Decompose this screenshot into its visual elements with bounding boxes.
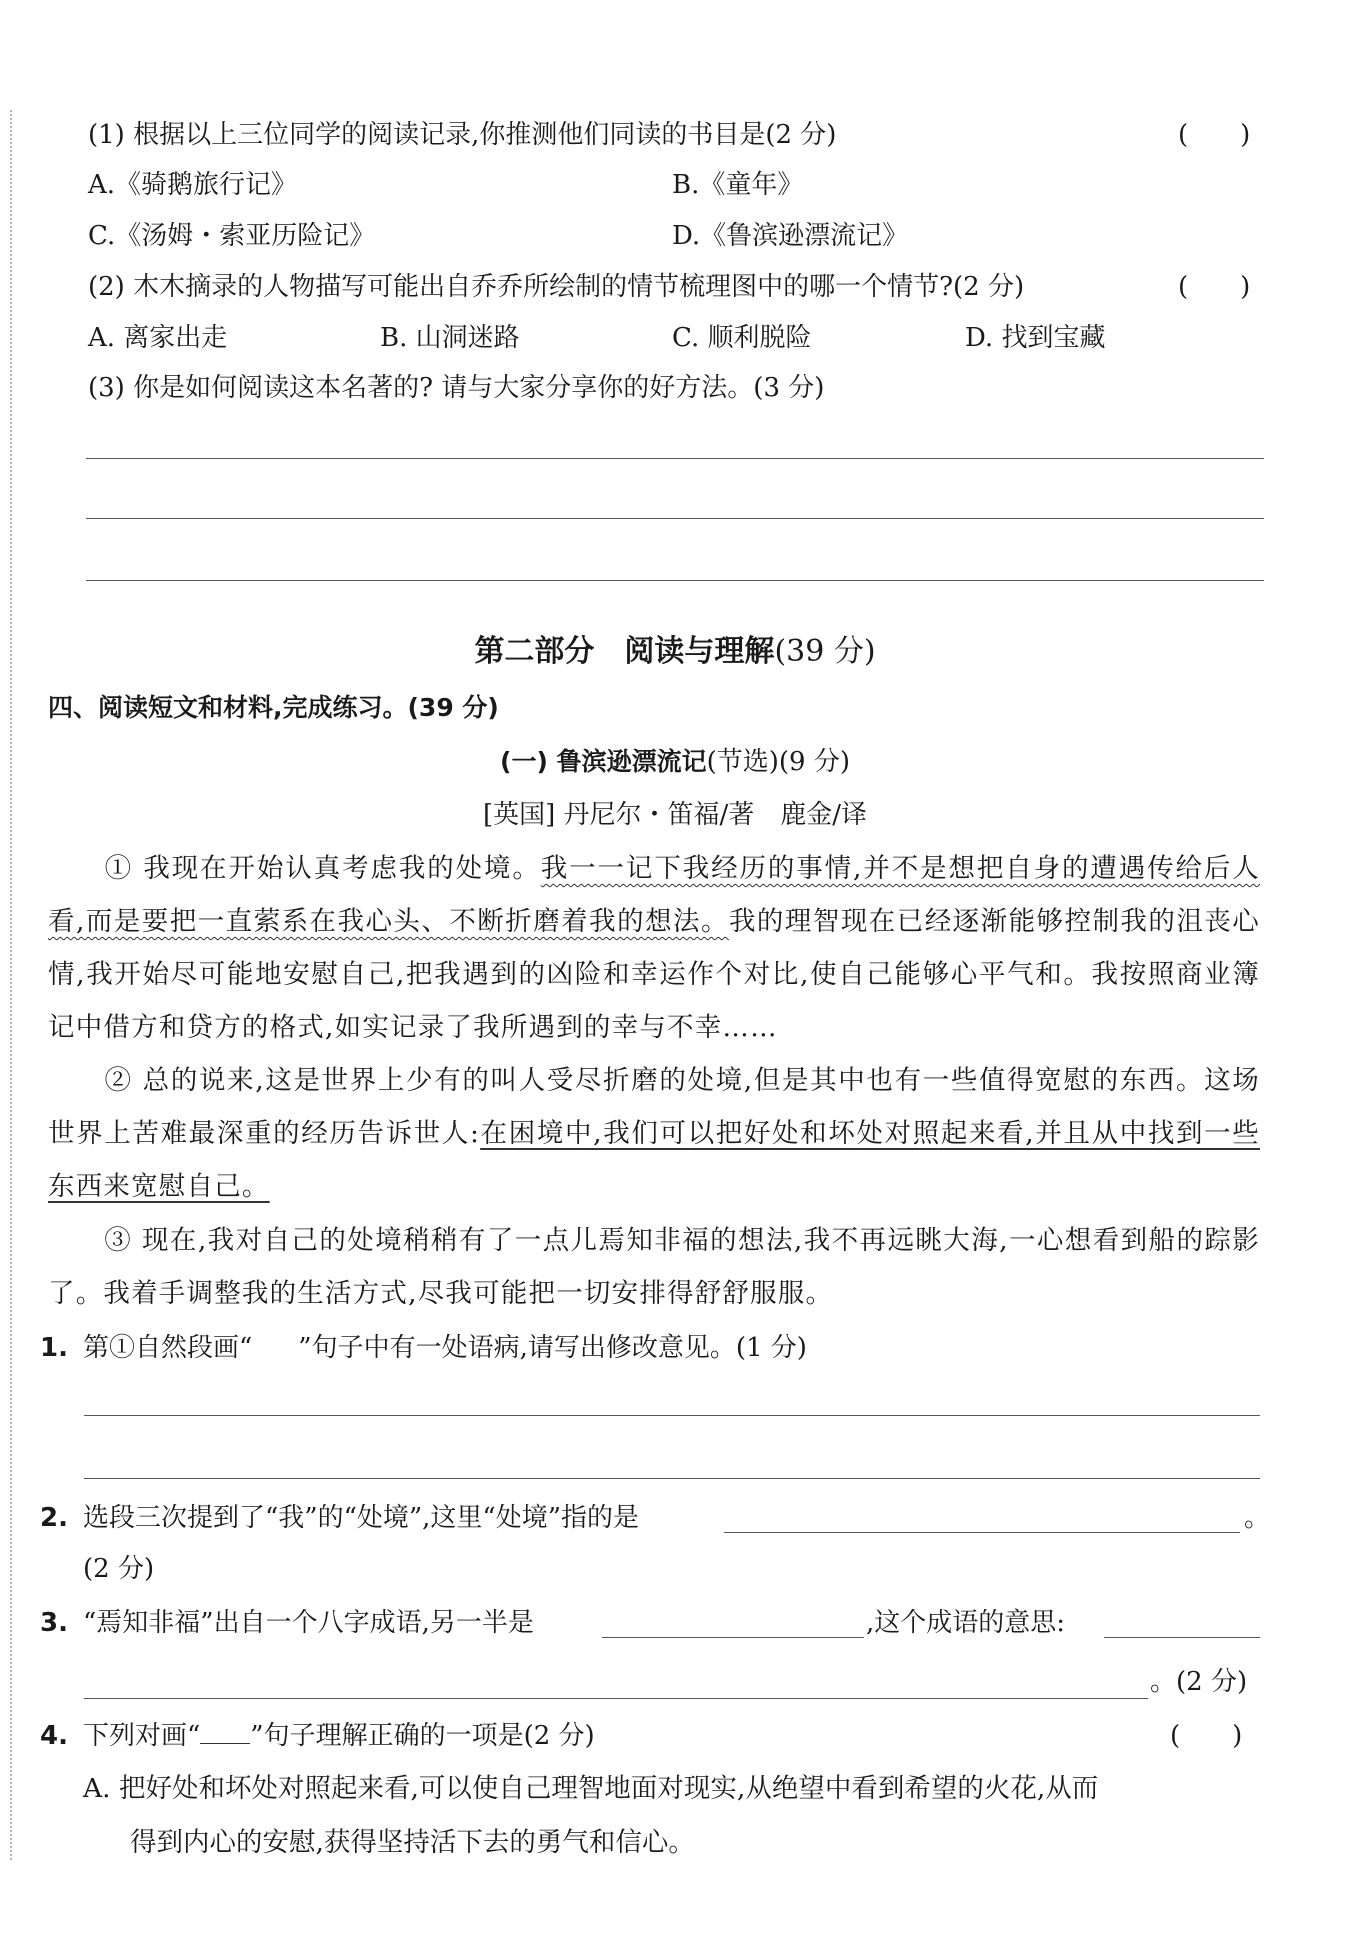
wavy-mark-sample (252, 1334, 298, 1356)
paragraph-1-lead: 我现在开始认真考虑我的处境。 (143, 853, 541, 884)
exercise-3-text-2: ,这个成语的意思: (866, 1608, 1066, 1638)
option-b: B.《童年》 (672, 170, 804, 200)
exercise-3-blank-3[interactable] (84, 1698, 1148, 1699)
exercise-4-number: 4. (40, 1721, 68, 1751)
exercise-2-blank[interactable] (724, 1532, 1240, 1533)
paragraph-3-text: 现在,我对自己的处境稍稍有了一点儿焉知非福的想法,我不再远眺大海,一心想看到船的踪影了。我着手调整我的生活方式,尽我可能把一切安排得舒舒服服。 (48, 1225, 1261, 1309)
exercise-3-blank-1[interactable] (602, 1637, 864, 1638)
option-a: A.《骑鹅旅行记》 (88, 170, 298, 200)
paragraph-1-number: ① (104, 853, 134, 884)
passage-title-extra: (节选)(9 分) (706, 747, 850, 777)
option-a-line-2: 得到内心的安慰,获得坚持活下去的勇气和信心。 (130, 1827, 695, 1858)
option-a-line-1: A. 把好处和坏处对照起来看,可以使自己理智地面对现实,从绝望中看到希望的火花,从而 (83, 1773, 1099, 1804)
exercise-3-text: “焉知非福”出自一个八字成语,另一半是 (83, 1608, 534, 1638)
paragraph-2-lead: 总的说来,这是世界上少有的叫人受尽折磨的处境,但是其中也有一些值得宽慰的东西。这场世界上苦难最深重的经历告诉世人: (48, 1065, 1261, 1149)
passage-author (0, 795, 1350, 835)
part-2-title: 第二部分 阅读与理解 (474, 634, 775, 669)
answer-bracket-1: ( ) (1178, 120, 1251, 150)
exercise-4-bracket: ( ) (1170, 1721, 1243, 1751)
binding-margin-line (10, 110, 12, 1860)
option-b: B. 山洞迷路 (380, 323, 520, 353)
exercise-2-score: (2 分) (83, 1554, 155, 1584)
exercise-1-answer-line-2[interactable] (84, 1478, 1260, 1479)
option-d: D.《鲁滨逊漂流记》 (672, 221, 909, 251)
answer-line-1[interactable] (86, 458, 1264, 459)
answer-bracket-2: ( ) (1178, 272, 1251, 302)
exercise-2-text: 选段三次提到了“我”的“处境”,这里“处境”指的是 (83, 1503, 640, 1533)
paragraph-1 (48, 842, 1260, 1054)
part-2-score: (39 分) (774, 634, 876, 669)
wavy-underlined-sentence: 我一一记下我经历的事情,并不是想把自身的遭遇传给后人看,而是要把一直萦系在我心头、不断折磨着我的想法。 (48, 853, 1261, 937)
paragraph-1-rest: 我的理智现在已经逐渐能够控制我的沮丧心情,我开始尽可能地安慰自己,把我遇到的凶险和幸运作个对比,使自己能够心平气和。我按照商业簿记中借方和贷方的格式,如实记录了我所遇到的幸与不幸…… (48, 906, 1260, 1043)
passage-title-main: (一) 鲁滨逊漂流记 (500, 747, 707, 776)
option-c: C.《汤姆・索亚历险记》 (88, 221, 376, 251)
paragraph-2-number: ② (104, 1065, 133, 1096)
exercise-2-number: 2. (40, 1503, 68, 1533)
line-mark-sample (200, 1719, 250, 1744)
exercise-1-answer-line-1[interactable] (84, 1415, 1260, 1416)
question-3-text: (3) 你是如何阅读这本名著的? 请与大家分享你的好方法。(3 分) (88, 373, 825, 403)
paragraph-2 (48, 1054, 1260, 1213)
question-2-text: (2) 木木摘录的人物描写可能出自乔乔所绘制的情节梳理图中的哪一个情节?(2 分) (88, 272, 1025, 302)
option-c: C. 顺利脱险 (672, 323, 812, 353)
option-a: A. 离家出走 (88, 323, 228, 353)
exercise-4-text: 下列对画“ ”句子理解正确的一项是(2 分) (83, 1721, 595, 1751)
option-d: D. 找到宝藏 (965, 323, 1106, 353)
question-1-text: (1) 根据以上三位同学的阅读记录,你推测他们同读的书目是(2 分) (88, 120, 837, 150)
part-2-heading (0, 632, 1350, 672)
exercise-1-text: 第①自然段画“ ”句子中有一处语病,请写出修改意见。(1 分) (83, 1333, 807, 1363)
section-4-title: 四、阅读短文和材料,完成练习。(39 分) (48, 693, 499, 722)
answer-line-2[interactable] (86, 518, 1264, 519)
paragraph-3 (48, 1214, 1260, 1320)
exercise-1-number: 1. (40, 1333, 68, 1363)
underlined-sentence: 在困境中,我们可以把好处和坏处对照起来看,并且从中找到一些东西来宽慰自己。 (48, 1118, 1260, 1202)
exercise-3-number: 3. (40, 1608, 68, 1638)
exercise-3-end: 。(2 分) (1150, 1667, 1248, 1697)
paragraph-3-number: ③ (104, 1225, 133, 1256)
author-line: [英国] 丹尼尔・笛福/著 鹿金/译 (482, 800, 868, 830)
answer-line-3[interactable] (86, 580, 1264, 581)
passage-title (0, 742, 1350, 782)
exercise-3-blank-2[interactable] (1104, 1637, 1260, 1638)
exercise-2-end: 。 (1244, 1503, 1271, 1533)
